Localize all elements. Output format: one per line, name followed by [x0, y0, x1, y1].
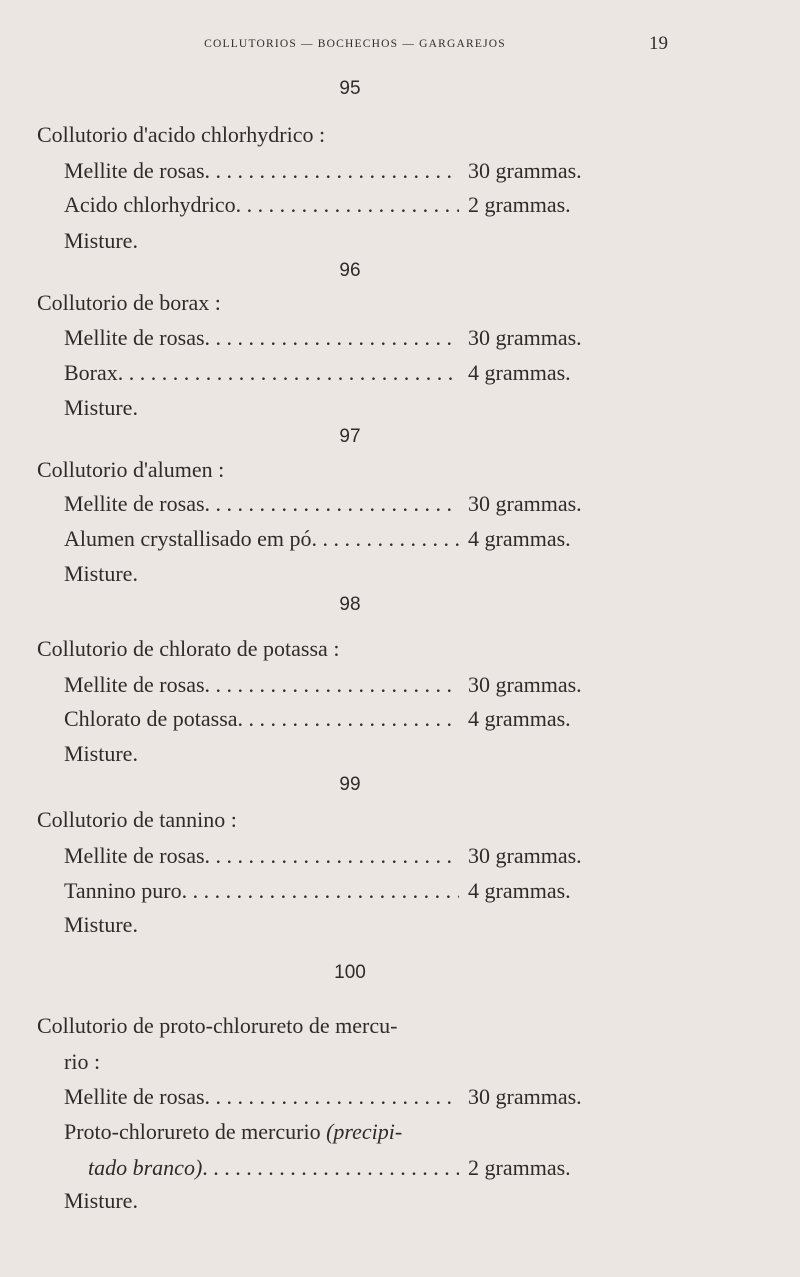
ingredient-name: Mellite de rosas [64, 158, 205, 183]
recipe-number: 97 [339, 426, 361, 447]
ingredient-line [64, 158, 459, 184]
ingredient-name-italic: (precipi- [326, 1119, 403, 1144]
ingredient-quantity: 4 grammas. [468, 878, 571, 903]
ingredient-line [64, 706, 459, 732]
ingredient-name: Acido chlorhydrico [64, 192, 236, 217]
ingredient-line [64, 360, 459, 386]
ingredient-line [64, 325, 459, 351]
recipe-instruction: Misture. [64, 741, 138, 766]
ingredient-line [64, 672, 459, 698]
ingredient-quantity: 2 grammas. [468, 1155, 571, 1180]
recipe-title: Collutorio de tannino : [37, 807, 237, 832]
ingredient-quantity: 30 grammas. [468, 843, 582, 868]
ingredient-quantity: 30 grammas. [468, 672, 582, 697]
ingredient-quantity: 4 grammas. [468, 360, 571, 385]
ingredient-name: Mellite de rosas [64, 1084, 205, 1109]
ingredient-quantity: 4 grammas. [468, 706, 571, 731]
recipe-number: 98 [339, 594, 361, 615]
ingredient-quantity: 30 grammas. [468, 325, 582, 350]
ingredient-quantity: 30 grammas. [468, 1084, 582, 1109]
ingredient-line [64, 192, 459, 218]
recipe-number: 96 [339, 260, 361, 281]
ingredient-name-italic: tado branco) [88, 1155, 203, 1180]
recipe-instruction: Misture. [64, 912, 138, 937]
recipe-number: 100 [334, 962, 366, 983]
ingredient-line [88, 1155, 459, 1181]
ingredient-name: Chlorato de potassa [64, 706, 238, 731]
ingredient-name: Mellite de rosas [64, 672, 205, 697]
running-head: COLLUTORIOS — BOCHECHOS — GARGAREJOS [204, 38, 506, 50]
ingredient-quantity: 2 grammas. [468, 192, 571, 217]
ingredient-name: Tannino puro [64, 878, 182, 903]
ingredient-name: Mellite de rosas [64, 325, 205, 350]
recipe-title: Collutorio de chlorato de potassa : [37, 636, 340, 661]
ingredient-name: Alumen crystallisado em pó [64, 526, 312, 551]
ingredient-line [64, 491, 459, 517]
ingredient-name: Proto-chlorureto de mercurio [64, 1119, 327, 1144]
ingredient-name: Mellite de rosas [64, 491, 205, 516]
ingredient-name: Borax [64, 360, 118, 385]
page-number: 19 [649, 33, 668, 54]
recipe-title: Collutorio de borax : [37, 290, 221, 315]
ingredient-line [64, 878, 459, 904]
recipe-title: Collutorio de proto-chlorureto de mercu- [37, 1013, 398, 1038]
recipe-instruction: Misture. [64, 395, 138, 420]
recipe-number: 95 [339, 78, 361, 99]
ingredient-quantity: 4 grammas. [468, 526, 571, 551]
recipe-title: Collutorio d'acido chlorhydrico : [37, 122, 326, 147]
recipe-title: Collutorio d'alumen : [37, 457, 225, 482]
ingredient-quantity: 30 grammas. [468, 491, 582, 516]
recipe-number: 99 [339, 774, 361, 795]
recipe-instruction: Misture. [64, 1188, 138, 1213]
ingredient-line-wrapped [64, 1119, 402, 1145]
recipe-instruction: Misture. [64, 228, 138, 253]
ingredient-name: Mellite de rosas [64, 843, 205, 868]
ingredient-line [64, 1084, 459, 1110]
recipe-title-continuation: rio : [64, 1049, 101, 1074]
ingredient-quantity: 30 grammas. [468, 158, 582, 183]
ingredient-line [64, 526, 459, 552]
recipe-instruction: Misture. [64, 561, 138, 586]
ingredient-line [64, 843, 459, 869]
